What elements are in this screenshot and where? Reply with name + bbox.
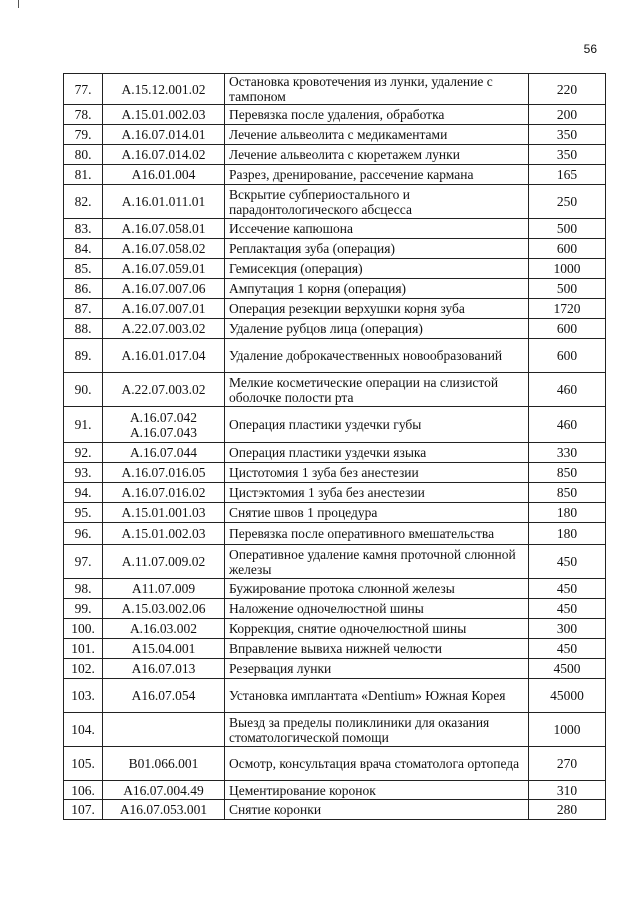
price-table-body (64, 74, 606, 820)
table-row (64, 523, 606, 545)
service-description: Реплактация зуба (операция) (225, 239, 529, 259)
row-number: 87. (64, 299, 103, 319)
service-code-line: А.16.07.043 (129, 424, 198, 440)
service-price: 300 (529, 619, 606, 639)
service-price: 450 (529, 599, 606, 619)
service-price: 45000 (529, 679, 606, 713)
table-row (64, 800, 606, 820)
service-price: 350 (529, 125, 606, 145)
service-code: А.16.07.007.06 (103, 279, 225, 299)
row-number: 80. (64, 145, 103, 165)
row-number: 91. (64, 407, 103, 443)
table-row (64, 219, 606, 239)
table-row (64, 125, 606, 145)
service-code: А15.04.001 (103, 639, 225, 659)
service-price: 450 (529, 639, 606, 659)
service-price: 250 (529, 185, 606, 219)
service-code: А.22.07.003.02 (103, 373, 225, 407)
service-price: 180 (529, 503, 606, 523)
service-description: Операция пластики уздечки языка (225, 443, 529, 463)
service-code: А.16.07.058.01 (103, 219, 225, 239)
row-number: 92. (64, 443, 103, 463)
row-number: 78. (64, 105, 103, 125)
row-number: 77. (64, 74, 103, 105)
table-row (64, 781, 606, 800)
table-row (64, 619, 606, 639)
table-row (64, 239, 606, 259)
service-code: А16.07.053.001 (103, 800, 225, 820)
service-description: Операция пластики уздечки губы (225, 407, 529, 443)
row-number: 79. (64, 125, 103, 145)
table-row (64, 185, 606, 219)
service-price: 4500 (529, 659, 606, 679)
table-row (64, 319, 606, 339)
service-description: Наложение одночелюстной шины (225, 599, 529, 619)
row-number: 102. (64, 659, 103, 679)
service-price: 1000 (529, 259, 606, 279)
service-code: А11.07.009 (103, 579, 225, 599)
service-description: Гемисекция (операция) (225, 259, 529, 279)
service-description: Иссечение капюшона (225, 219, 529, 239)
row-number: 89. (64, 339, 103, 373)
service-description: Перевязка после удаления, обработка (225, 105, 529, 125)
service-description: Оперативное удаление камня проточной слюнной железы (225, 545, 529, 579)
service-price: 850 (529, 463, 606, 483)
service-price: 280 (529, 800, 606, 820)
service-price: 460 (529, 407, 606, 443)
table-row (64, 483, 606, 503)
service-price: 450 (529, 579, 606, 599)
service-price: 850 (529, 483, 606, 503)
table-row (64, 579, 606, 599)
row-number: 106. (64, 781, 103, 800)
table-row (64, 443, 606, 463)
service-description: Операция резекции верхушки корня зуба (225, 299, 529, 319)
row-number: 96. (64, 523, 103, 545)
service-price: 500 (529, 219, 606, 239)
table-row (64, 713, 606, 747)
row-number: 94. (64, 483, 103, 503)
table-row (64, 279, 606, 299)
row-number: 90. (64, 373, 103, 407)
table-row (64, 299, 606, 319)
table-row (64, 407, 606, 443)
service-price: 330 (529, 443, 606, 463)
price-table (63, 73, 606, 820)
row-number: 88. (64, 319, 103, 339)
table-row (64, 74, 606, 105)
service-description: Остановка кровотечения из лунки, удаление с тампоном (225, 74, 529, 105)
service-description: Резервация лунки (225, 659, 529, 679)
service-description: Осмотр, консультация врача стоматолога ортопеда (225, 747, 529, 781)
service-code: А16.07.054 (103, 679, 225, 713)
service-code: А.15.01.002.03 (103, 523, 225, 545)
table-row (64, 339, 606, 373)
service-description: Цистэктомия 1 зуба без анестезии (225, 483, 529, 503)
service-code: А.22.07.003.02 (103, 319, 225, 339)
service-description: Разрез, дренирование, рассечение кармана (225, 165, 529, 185)
row-number: 95. (64, 503, 103, 523)
table-row (64, 165, 606, 185)
service-code: А.16.07.059.01 (103, 259, 225, 279)
service-code: А.16.03.002 (103, 619, 225, 639)
service-code: А.16.07.044 (103, 443, 225, 463)
service-code: А.11.07.009.02 (103, 545, 225, 579)
row-number: 107. (64, 800, 103, 820)
service-price: 1720 (529, 299, 606, 319)
service-description: Цистотомия 1 зуба без анестезии (225, 463, 529, 483)
service-description: Вправление вывиха нижней челюсти (225, 639, 529, 659)
service-code (103, 713, 225, 747)
service-price: 600 (529, 339, 606, 373)
service-code: А.16.01.011.01 (103, 185, 225, 219)
service-price: 165 (529, 165, 606, 185)
row-number: 101. (64, 639, 103, 659)
service-description: Выезд за пределы поликлиники для оказания стоматологической помощи (225, 713, 529, 747)
table-row (64, 599, 606, 619)
service-code: А16.01.004 (103, 165, 225, 185)
service-description: Снятие швов 1 процедура (225, 503, 529, 523)
row-number: 93. (64, 463, 103, 483)
service-code: А.16.07.014.02 (103, 145, 225, 165)
row-number: 84. (64, 239, 103, 259)
service-description: Бужирование протока слюнной железы (225, 579, 529, 599)
service-price: 600 (529, 239, 606, 259)
service-description: Мелкие косметические операции на слизистой оболочке полости рта (225, 373, 529, 407)
row-number: 86. (64, 279, 103, 299)
service-code: А.16.07.016.05 (103, 463, 225, 483)
table-row (64, 259, 606, 279)
service-price: 180 (529, 523, 606, 545)
service-price: 350 (529, 145, 606, 165)
service-price: 270 (529, 747, 606, 781)
service-description: Коррекция, снятие одночелюстной шины (225, 619, 529, 639)
service-description: Вскрытие субпериостального и парадонтологического абсцесса (225, 185, 529, 219)
row-number: 85. (64, 259, 103, 279)
row-number: 104. (64, 713, 103, 747)
service-code: А.16.07.016.02 (103, 483, 225, 503)
service-price: 600 (529, 319, 606, 339)
service-description: Установка имплантата «Dentium» Южная Корея (225, 679, 529, 713)
service-code (103, 407, 225, 443)
service-price: 200 (529, 105, 606, 125)
table-row (64, 105, 606, 125)
table-row (64, 545, 606, 579)
service-code: А.16.01.017.04 (103, 339, 225, 373)
table-row (64, 373, 606, 407)
service-code: А16.07.004.49 (103, 781, 225, 800)
service-description: Удаление рубцов лица (операция) (225, 319, 529, 339)
service-description: Снятие коронки (225, 800, 529, 820)
service-code-line: А.16.07.042 (129, 409, 198, 425)
row-number: 103. (64, 679, 103, 713)
service-code: А.15.03.002.06 (103, 599, 225, 619)
service-code: А.16.07.058.02 (103, 239, 225, 259)
row-number: 82. (64, 185, 103, 219)
service-description: Ампутация 1 корня (операция) (225, 279, 529, 299)
table-row (64, 463, 606, 483)
table-row (64, 145, 606, 165)
row-number: 99. (64, 599, 103, 619)
table-row (64, 679, 606, 713)
service-code: В01.066.001 (103, 747, 225, 781)
service-price: 450 (529, 545, 606, 579)
service-price: 1000 (529, 713, 606, 747)
table-row (64, 639, 606, 659)
service-description: Лечение альвеолита с кюретажем лунки (225, 145, 529, 165)
page-number: 56 (583, 42, 597, 56)
service-code: А.15.01.001.03 (103, 503, 225, 523)
service-price: 460 (529, 373, 606, 407)
row-number: 98. (64, 579, 103, 599)
row-number: 105. (64, 747, 103, 781)
service-price: 220 (529, 74, 606, 105)
service-code: А.16.07.007.01 (103, 299, 225, 319)
table-row (64, 659, 606, 679)
row-number: 83. (64, 219, 103, 239)
table-row (64, 503, 606, 523)
row-number: 97. (64, 545, 103, 579)
table-row (64, 747, 606, 781)
service-description: Перевязка после оперативного вмешательства (225, 523, 529, 545)
service-price: 310 (529, 781, 606, 800)
service-price: 500 (529, 279, 606, 299)
service-code: А.15.01.002.03 (103, 105, 225, 125)
row-number: 81. (64, 165, 103, 185)
service-code: А16.07.013 (103, 659, 225, 679)
service-description: Удаление доброкачественных новообразований (225, 339, 529, 373)
service-description: Лечение альвеолита с медикаментами (225, 125, 529, 145)
scan-mark (18, 0, 19, 8)
row-number: 100. (64, 619, 103, 639)
service-code: А.16.07.014.01 (103, 125, 225, 145)
service-code: А.15.12.001.02 (103, 74, 225, 105)
service-description: Цементирование коронок (225, 781, 529, 800)
